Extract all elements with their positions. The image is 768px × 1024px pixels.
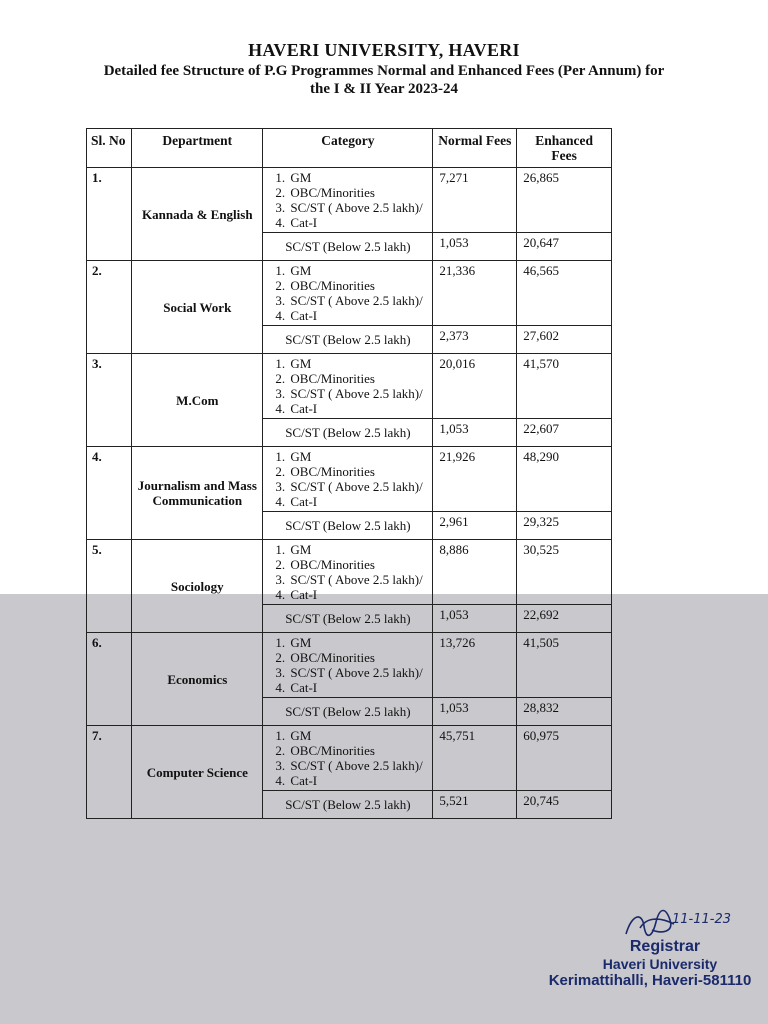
stamp-university: Haveri University — [602, 956, 718, 972]
enhanced-fee: 46,565 — [517, 261, 612, 326]
category-item: 3. SC/ST ( Above 2.5 lakh)/ — [288, 665, 427, 680]
below-income-label: SC/ST (Below 2.5 lakh) — [263, 419, 433, 447]
department-name: Economics — [132, 633, 263, 726]
below-income-enhanced-fee: 20,745 — [517, 791, 612, 819]
enhanced-fee: 60,975 — [517, 726, 612, 791]
document-subtitle-year: the I & II Year 2023-24 — [310, 81, 458, 97]
serial-number: 4. — [87, 447, 132, 540]
category-list — [263, 540, 433, 605]
category-item: 4. Cat-I — [288, 308, 427, 323]
category-items — [268, 356, 427, 416]
header-department: Department — [132, 129, 263, 168]
category-item: 4. Cat-I — [288, 587, 427, 602]
below-income-normal-fee: 2,961 — [433, 512, 517, 540]
header-normal-fees: Normal Fees — [433, 129, 517, 168]
normal-fee: 7,271 — [433, 168, 517, 233]
category-list — [263, 726, 433, 791]
enhanced-fee: 26,865 — [517, 168, 612, 233]
serial-number: 3. — [87, 354, 132, 447]
below-income-normal-fee: 1,053 — [433, 419, 517, 447]
table-row — [87, 633, 612, 698]
category-item: 3. SC/ST ( Above 2.5 lakh)/ — [288, 758, 427, 773]
table-row — [87, 540, 612, 605]
category-item: 4. Cat-I — [288, 215, 427, 230]
category-list — [263, 633, 433, 698]
below-income-enhanced-fee: 22,607 — [517, 419, 612, 447]
normal-fee: 20,016 — [433, 354, 517, 419]
category-item: 3. SC/ST ( Above 2.5 lakh)/ — [288, 293, 427, 308]
below-income-normal-fee: 5,521 — [433, 791, 517, 819]
category-item: 4. Cat-I — [288, 773, 427, 788]
category-list — [263, 447, 433, 512]
below-income-label: SC/ST (Below 2.5 lakh) — [263, 698, 433, 726]
table-row — [87, 261, 612, 326]
category-item: 1. GM — [288, 449, 427, 464]
below-income-enhanced-fee: 29,325 — [517, 512, 612, 540]
category-item: 1. GM — [288, 356, 427, 371]
department-name: Sociology — [132, 540, 263, 633]
below-income-normal-fee: 1,053 — [433, 605, 517, 633]
department-name: Social Work — [132, 261, 263, 354]
category-item: 3. SC/ST ( Above 2.5 lakh)/ — [288, 479, 427, 494]
below-income-label: SC/ST (Below 2.5 lakh) — [263, 605, 433, 633]
table-header-row — [87, 129, 612, 168]
category-list — [263, 261, 433, 326]
university-title: HAVERI UNIVERSITY, HAVERI — [248, 40, 520, 60]
document-header — [0, 40, 768, 98]
below-income-normal-fee: 1,053 — [433, 698, 517, 726]
department-name: Computer Science — [132, 726, 263, 819]
category-list — [263, 168, 433, 233]
category-item: 2. OBC/Minorities — [288, 185, 427, 200]
category-item: 2. OBC/Minorities — [288, 557, 427, 572]
category-item: 1. GM — [288, 635, 427, 650]
category-item: 2. OBC/Minorities — [288, 278, 427, 293]
serial-number: 6. — [87, 633, 132, 726]
stamp-registrar: Registrar — [629, 938, 701, 955]
below-income-normal-fee: 2,373 — [433, 326, 517, 354]
category-item: 1. GM — [288, 542, 427, 557]
table-row — [87, 168, 612, 233]
category-item: 4. Cat-I — [288, 401, 427, 416]
category-item: 4. Cat-I — [288, 494, 427, 509]
category-item: 3. SC/ST ( Above 2.5 lakh)/ — [288, 386, 427, 401]
below-income-normal-fee: 1,053 — [433, 233, 517, 261]
category-items — [268, 449, 427, 509]
signature-date: 11-11-23 — [672, 912, 732, 927]
stamp-address: Kerimattihalli, Haveri-581110 — [548, 972, 752, 989]
below-income-enhanced-fee: 28,832 — [517, 698, 612, 726]
below-income-enhanced-fee: 27,602 — [517, 326, 612, 354]
department-name: Journalism and Mass Communication — [132, 447, 263, 540]
header-category: Category — [263, 129, 433, 168]
table-row — [87, 726, 612, 791]
category-item: 2. OBC/Minorities — [288, 371, 427, 386]
normal-fee: 45,751 — [433, 726, 517, 791]
category-items — [268, 263, 427, 323]
serial-number: 7. — [87, 726, 132, 819]
table-row — [87, 354, 612, 419]
fee-structure-table — [86, 128, 612, 819]
enhanced-fee: 41,505 — [517, 633, 612, 698]
serial-number: 2. — [87, 261, 132, 354]
below-income-label: SC/ST (Below 2.5 lakh) — [263, 326, 433, 354]
category-item: 2. OBC/Minorities — [288, 650, 427, 665]
normal-fee: 21,926 — [433, 447, 517, 512]
category-item: 1. GM — [288, 170, 427, 185]
below-income-label: SC/ST (Below 2.5 lakh) — [263, 512, 433, 540]
category-items — [268, 170, 427, 230]
enhanced-fee: 48,290 — [517, 447, 612, 512]
category-list — [263, 354, 433, 419]
category-item: 1. GM — [288, 728, 427, 743]
serial-number: 1. — [87, 168, 132, 261]
category-items — [268, 542, 427, 602]
category-item: 4. Cat-I — [288, 680, 427, 695]
below-income-enhanced-fee: 22,692 — [517, 605, 612, 633]
normal-fee: 21,336 — [433, 261, 517, 326]
enhanced-fee: 30,525 — [517, 540, 612, 605]
registrar-stamp — [540, 938, 760, 989]
department-name: M.Com — [132, 354, 263, 447]
category-items — [268, 728, 427, 788]
below-income-label: SC/ST (Below 2.5 lakh) — [263, 791, 433, 819]
normal-fee: 8,886 — [433, 540, 517, 605]
department-name: Kannada & English — [132, 168, 263, 261]
document-subtitle: Detailed fee Structure of P.G Programmes Normal and Enhanced Fees (Per Annum) for — [103, 63, 665, 79]
category-item: 2. OBC/Minorities — [288, 743, 427, 758]
category-item: 2. OBC/Minorities — [288, 464, 427, 479]
below-income-enhanced-fee: 20,647 — [517, 233, 612, 261]
category-items — [268, 635, 427, 695]
category-item: 3. SC/ST ( Above 2.5 lakh)/ — [288, 200, 427, 215]
header-sl-no: Sl. No — [87, 129, 132, 168]
header-enhanced-fees: Enhanced Fees — [517, 129, 612, 168]
category-item: 1. GM — [288, 263, 427, 278]
serial-number: 5. — [87, 540, 132, 633]
table-row — [87, 447, 612, 512]
below-income-label: SC/ST (Below 2.5 lakh) — [263, 233, 433, 261]
normal-fee: 13,726 — [433, 633, 517, 698]
enhanced-fee: 41,570 — [517, 354, 612, 419]
category-item: 3. SC/ST ( Above 2.5 lakh)/ — [288, 572, 427, 587]
